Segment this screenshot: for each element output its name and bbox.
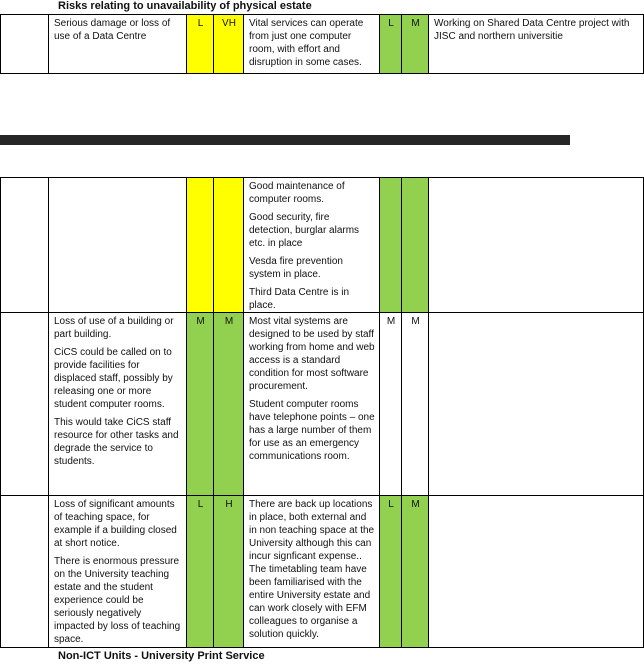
control-text: Most vital systems are designed to be used by staff working from home and web access is a standard condition for most software procurement. (249, 316, 375, 392)
risk-description (49, 178, 187, 313)
blank-cell (1, 496, 49, 648)
table-row (1, 15, 644, 74)
risk-description (49, 496, 187, 648)
blank-cell (1, 313, 49, 496)
actions-cell (429, 496, 644, 648)
table-row (1, 496, 644, 648)
risk-text: CiCS could be called on to provide facilities for displaced staff, possibly by releasing one or more student computer rooms. (54, 347, 173, 410)
impact-rating: H (214, 496, 244, 648)
residual-impact (402, 178, 429, 313)
risk-text: There is enormous pressure on the University teaching estate and the student experience could be seriously negatively impacted by loss of teaching space. (54, 556, 181, 645)
residual-impact: M (402, 15, 429, 74)
section-heading: Risks relating to unavailability of physical estate (58, 0, 312, 12)
control-text: Good security, fire detection, burglar alarms etc. in place (249, 212, 360, 249)
impact-rating: VH (214, 15, 244, 74)
likelihood-rating: L (187, 496, 214, 648)
footer-heading: Non-ICT Units - University Print Service (58, 650, 265, 662)
control-text: There are back up locations in place, both external and in non teaching space at the University although this can incur signficant expense.. The timetabling team have been familiarised with the entire University estate and can work closely with EFM colleagues to organise a solution quickly. (249, 499, 375, 640)
blank-cell (1, 178, 49, 313)
risk-table-upper (0, 14, 644, 74)
risk-table-lower (0, 177, 644, 648)
controls-cell: Vital services can operate from just one computer room, with effort and disruption in some cases. (244, 15, 380, 74)
control-text: Vesda fire prevention system in place. (249, 256, 343, 280)
likelihood-rating: M (187, 313, 214, 496)
table-row (1, 178, 644, 313)
blank-cell (1, 15, 49, 74)
risk-text: Loss of significant amounts of teaching space, for example if a building closed at short notice. (54, 499, 177, 549)
residual-likelihood: L (380, 15, 402, 74)
risk-text: This would take CiCS staff resource for other tasks and degrade the service to students. (54, 417, 179, 467)
control-text: Good maintenance of computer rooms. (249, 181, 345, 205)
control-text: Student computer rooms have telephone points – one has a large number of them for use as an emergency communications room. (249, 399, 375, 462)
residual-likelihood: L (380, 496, 402, 648)
actions-cell (429, 178, 644, 313)
actions-cell (429, 313, 644, 496)
likelihood-rating: L (187, 15, 214, 74)
actions-cell: Working on Shared Data Centre project with JISC and northern universitie (429, 15, 644, 74)
controls-cell (244, 496, 380, 648)
controls-cell (244, 178, 380, 313)
control-text: Third Data Centre is in place. (249, 287, 350, 311)
residual-impact: M (402, 496, 429, 648)
risk-text: Loss of use of a building or part building. (54, 316, 174, 340)
residual-likelihood (380, 178, 402, 313)
impact-rating (214, 178, 244, 313)
impact-rating: M (214, 313, 244, 496)
page-break-band (0, 135, 570, 145)
residual-likelihood: M (380, 313, 402, 496)
table-row (1, 313, 644, 496)
likelihood-rating (187, 178, 214, 313)
controls-cell (244, 313, 380, 496)
risk-description (49, 313, 187, 496)
residual-impact: M (402, 313, 429, 496)
risk-description: Serious damage or loss of use of a Data Centre (49, 15, 187, 74)
